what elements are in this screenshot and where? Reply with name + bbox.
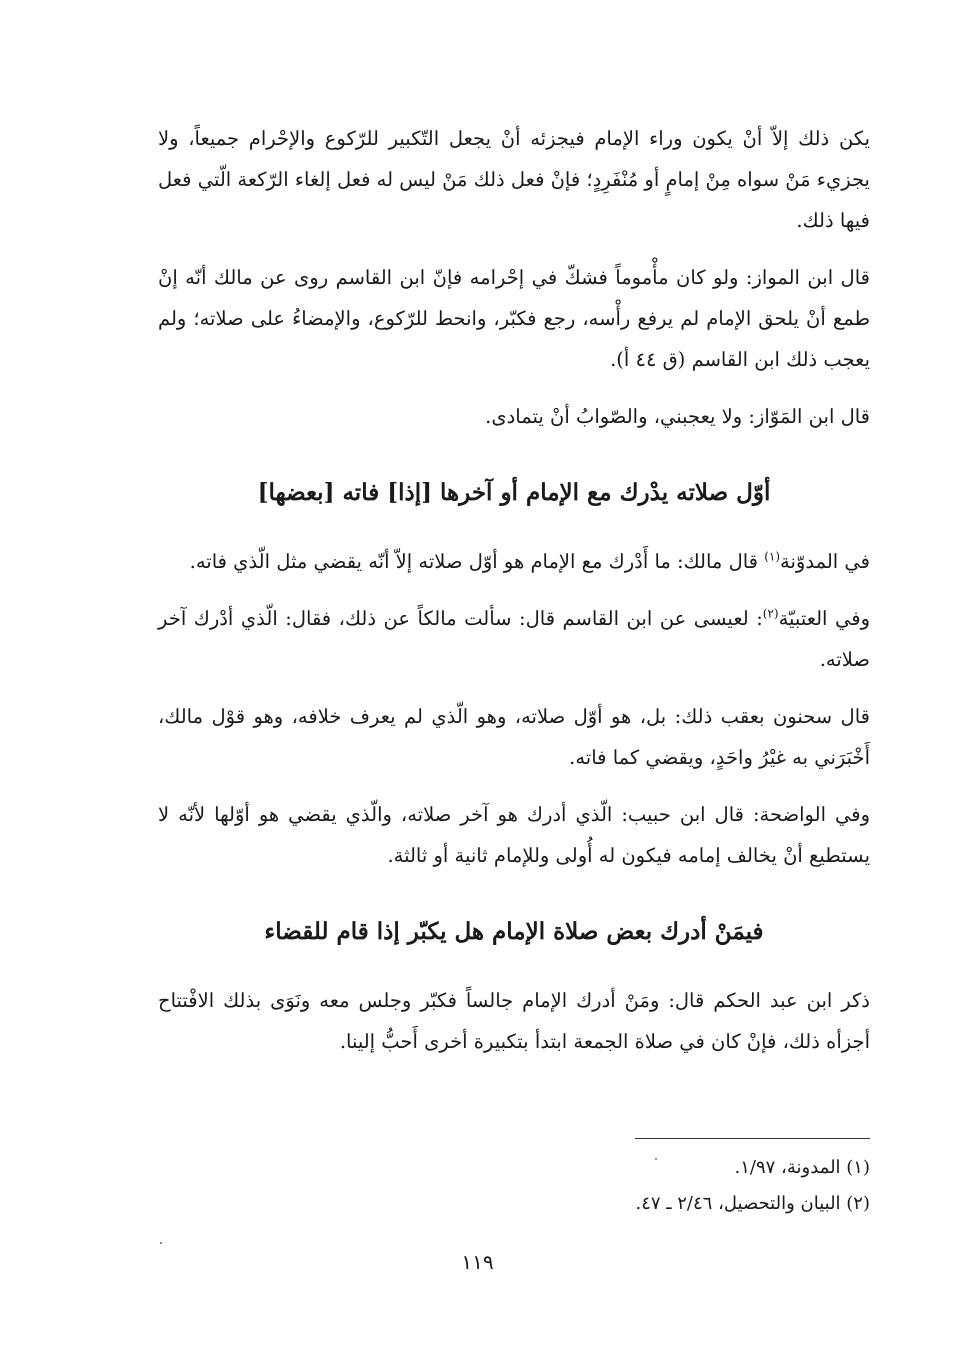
- text-segment: قال سحنون بعقب ذلك: بل، هو أوّل صلاته، وهو الّذي لم يعرف خلافه، وهو قوْل مالك، أَخْبَرَني به غيْرُ واحَدٍ، ويقضي كما فاته.: [158, 705, 870, 769]
- text-segment: وفي الواضحة: قال ابن حبيب: الّذي أدرك هو آخر صلاته، والّذي يقضي هو أوّلها لأنّه لا يستطيع أنْ يخالف إمامه فيكون له أُولى وللإمام ثانية أو ثالثة.: [158, 803, 870, 867]
- footnote-divider: [635, 1138, 870, 1139]
- paragraph-utbiyya: [158, 598, 870, 680]
- paragraph-3: قال ابن المَوّاز: ولا يعجبني، والصّوابُ أنْ يتمادى.: [485, 405, 870, 428]
- scan-speck: [655, 1158, 657, 1160]
- main-text: [158, 118, 870, 1078]
- text-segment: في المدوّنة: [780, 550, 870, 573]
- paragraph-sahnun: [158, 696, 870, 778]
- scan-speck: [160, 1242, 162, 1244]
- section-heading-1: أوّل صلاته يدْرك مع الإمام أو آخرها [إذا] فاته [بعضها]: [257, 479, 771, 506]
- text-segment: : لعيسى عن ابن القاسم قال: سألت مالكاً عن ذلك، فقال: الّذي أدْرك آخر صلاته.: [158, 607, 870, 671]
- footnote-ref-2: (٢): [762, 606, 779, 621]
- footnotes: [400, 1150, 870, 1222]
- paragraph-ibn-abd-alhakam: ذكر ابن عبد الحكم قال: ومَنْ أدرك الإمام جالساً فكبّر وجلس معه ونَوَى بذلك الافْتتاح أجزأه ذلك، فإنْ كان في صلاة الجمعة ابتدأ بتكبيرة أخرى أَحبُّ إلينا.: [158, 989, 870, 1053]
- paragraph-wadiha: [158, 794, 870, 876]
- footnote-ref-1: (١): [764, 549, 781, 564]
- text-segment: قال مالك: ما أَدْرك مع الإمام هو أوّل صلاته إلاّ أنّه يقضي مثل الّذي فاته.: [189, 550, 765, 573]
- text-segment: وفي العتبيّة: [778, 607, 870, 630]
- paragraph-1: يكن ذلك إلاّ أنْ يكون وراء الإمام فيجزئه أنْ يجعل التّكبير للرّكوع والإحْرام جميعاً، ولا يجزيء مَنْ سواه مِنْ إمامٍ أو مُنْفَرِدٍ؛ فإنْ فعل ذلك مَنْ ليس له فعل إلغاء الرّكعة الّتي فعل فيها ذلك.: [158, 127, 870, 232]
- footnote-2: (٢) البيان والتحصيل، ٢/٤٦ ـ ٤٧.: [635, 1193, 870, 1214]
- page-number: ١١٩: [461, 1250, 494, 1274]
- section-heading-2: فيمَنْ أدرك بعض صلاة الإمام هل يكبّر إذا قام للقضاء: [264, 918, 764, 945]
- paragraph-2: قال ابن المواز: ولو كان مأْموماً فشكّ في إحْرامه فإنّ ابن القاسم روى عن مالك أنّه إنْ طمع أنْ يلحق الإمام لم يرفع رأْسه، رجع فكبّر، وانحط للرّكوع، والإمضاءُ على صلاته؛ ولم يعجب ذلك ابن القاسم (ق ٤٤ أ).: [158, 266, 870, 371]
- paragraph-mudawwana: [158, 541, 870, 582]
- footnote-1: (١) المدونة، ١/٩٧.: [734, 1157, 870, 1178]
